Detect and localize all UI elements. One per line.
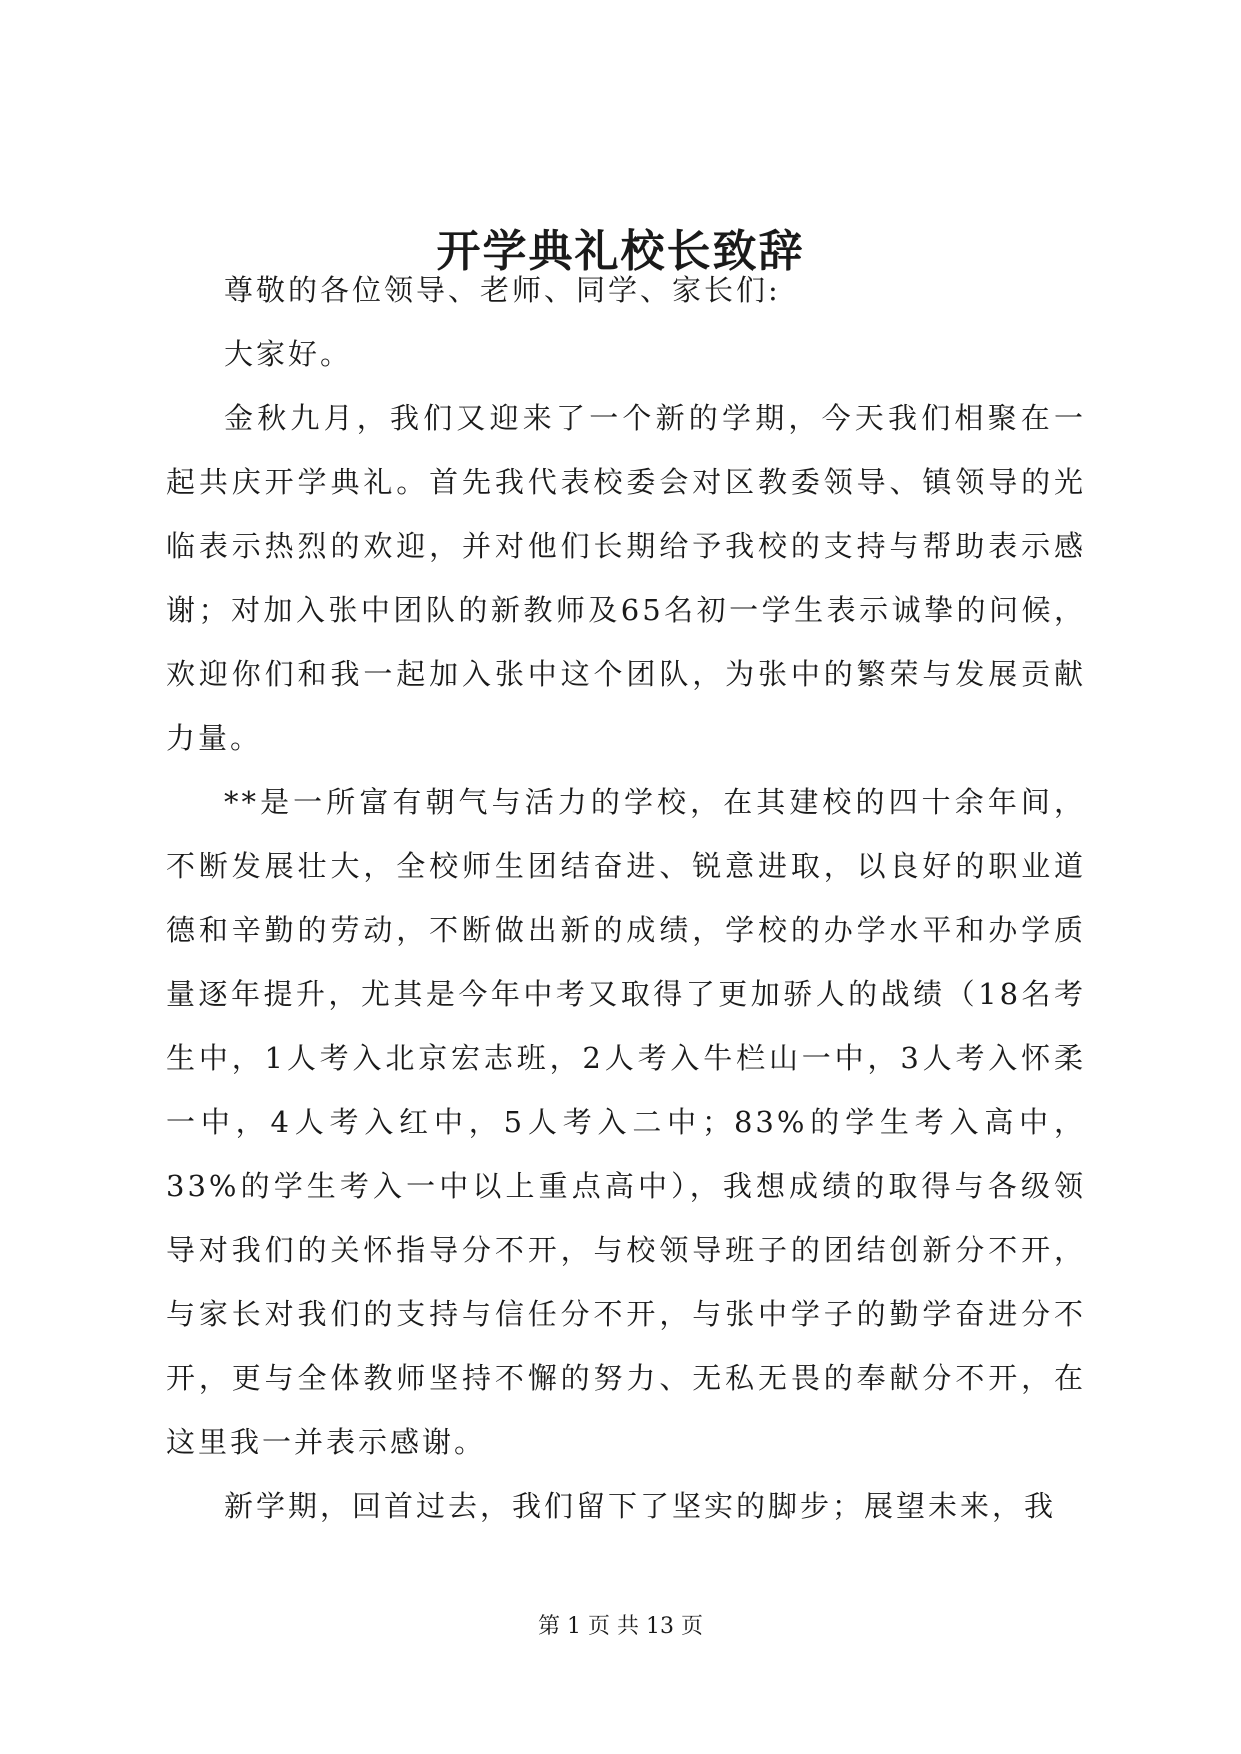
body-paragraph: 新学期，回首过去，我们留下了坚实的脚步；展望未来，我 (224, 1489, 1057, 1523)
salutation-paragraph: 尊敬的各位领导、老师、同学、家长们: (224, 273, 781, 307)
greeting-paragraph: 大家好。 (224, 337, 353, 371)
page-number-footer: 第 1 页 共 13 页 (538, 1614, 703, 1639)
body-paragraph: **是一所富有朝气与活力的学校，在其建校的四十余年间，不断发展壮大，全校师生团结奋进、锐意进取，以良好的职业道德和辛勤的劳动，不断做出新的成绩，学校的办学水平和办学质量逐年提升，尤其是今年中考又取得了更加骄人的战绩（18名考生中，1人考入北京宏志班，2人考入牛栏山一中，3人考入怀柔一中，4人考入红中，5人考入二中；83%的学生考入高中，33%的学生考入一中以上重点高中），我想成绩的取得与各级领导对我们的关怀指导分不开，与校领导班子的团结创新分不开，与家长对我们的支持与信任分不开，与张中学子的勤学奋进分不开，更与全体教师坚持不懈的努力、无私无畏的奉献分不开，在这里我一并表示感谢。 (166, 785, 1086, 1459)
document-title: 开学典礼校长致辞 (436, 226, 805, 277)
document-body (166, 258, 1086, 1538)
body-paragraph: 金秋九月，我们又迎来了一个新的学期，今天我们相聚在一起共庆开学典礼。首先我代表校委会对区教委领导、镇领导的光临表示热烈的欢迎，并对他们长期给予我校的支持与帮助表示感谢；对加入张中团队的新教师及65名初一学生表示诚挚的问候，欢迎你们和我一起加入张中这个团队，为张中的繁荣与发展贡献力量。 (166, 401, 1086, 755)
